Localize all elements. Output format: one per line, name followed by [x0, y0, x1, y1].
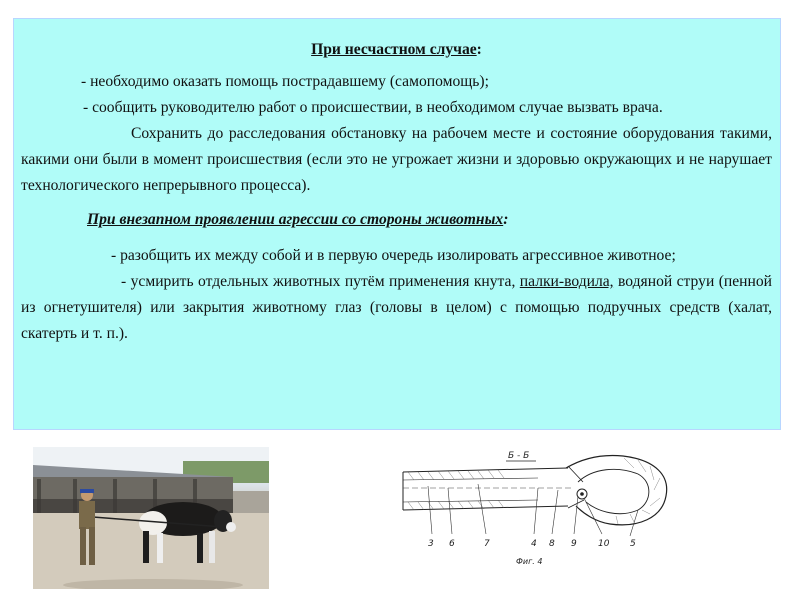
heading-accident [21, 37, 772, 63]
bull-photo-illustration [33, 447, 269, 589]
paragraph-preserve-scene: Сохранить до расследования обстановку на рабочем месте и состояние оборудования такими, какими они были в момент происшествия (если это не угрожает жизни и здоровью окружающих и не нарушает технологического непрерывного процесса). [21, 125, 772, 194]
technical-drawing [398, 446, 676, 572]
callout-3: 3 [428, 539, 434, 549]
heading-aggression [21, 207, 772, 233]
safety-text-box [13, 18, 781, 430]
bull-photo [33, 447, 269, 589]
heading-aggression-colon: : [503, 211, 509, 228]
paragraph-separate-animals: - разобщить их между собой и в первую очередь изолировать агрессивное животное; [111, 247, 676, 264]
paragraph-calm-animals [21, 269, 772, 347]
figure-caption: Фиг. 4 [516, 557, 543, 566]
callout-9: 9 [571, 539, 577, 549]
link-driving-stick[interactable]: палки-водила, [519, 273, 614, 290]
heading-aggression-text: При внезапном проявлении агрессии со стороны животных [87, 211, 504, 228]
callout-5: 5 [630, 539, 636, 549]
section-label: Б - Б [508, 451, 530, 461]
callout-7: 7 [484, 539, 490, 549]
callout-6: 6 [449, 539, 455, 549]
heading-accident-colon: : [476, 41, 482, 58]
heading-accident-text: При несчастном случае [311, 41, 477, 58]
callout-8: 8 [549, 539, 555, 549]
paragraph-first-aid: - необходимо оказать помощь пострадавшему (самопомощь); [81, 73, 489, 90]
driving-stick-drawing [398, 446, 676, 572]
paragraph-calm-part2: водяной струи (пенной из огнетушителя) или закрытия животному глаз (головы в целом) с помощью подручных средств (халат, скатерть и т. п.). [21, 273, 772, 342]
callout-4: 4 [531, 539, 537, 549]
callout-10: 10 [598, 539, 610, 549]
paragraph-report: - сообщить руководителю работ о происшествии, в необходимом случае вызвать врача. [83, 99, 663, 116]
paragraph-calm-part1: - усмирить отдельных животных путём применения кнута, [121, 273, 520, 290]
